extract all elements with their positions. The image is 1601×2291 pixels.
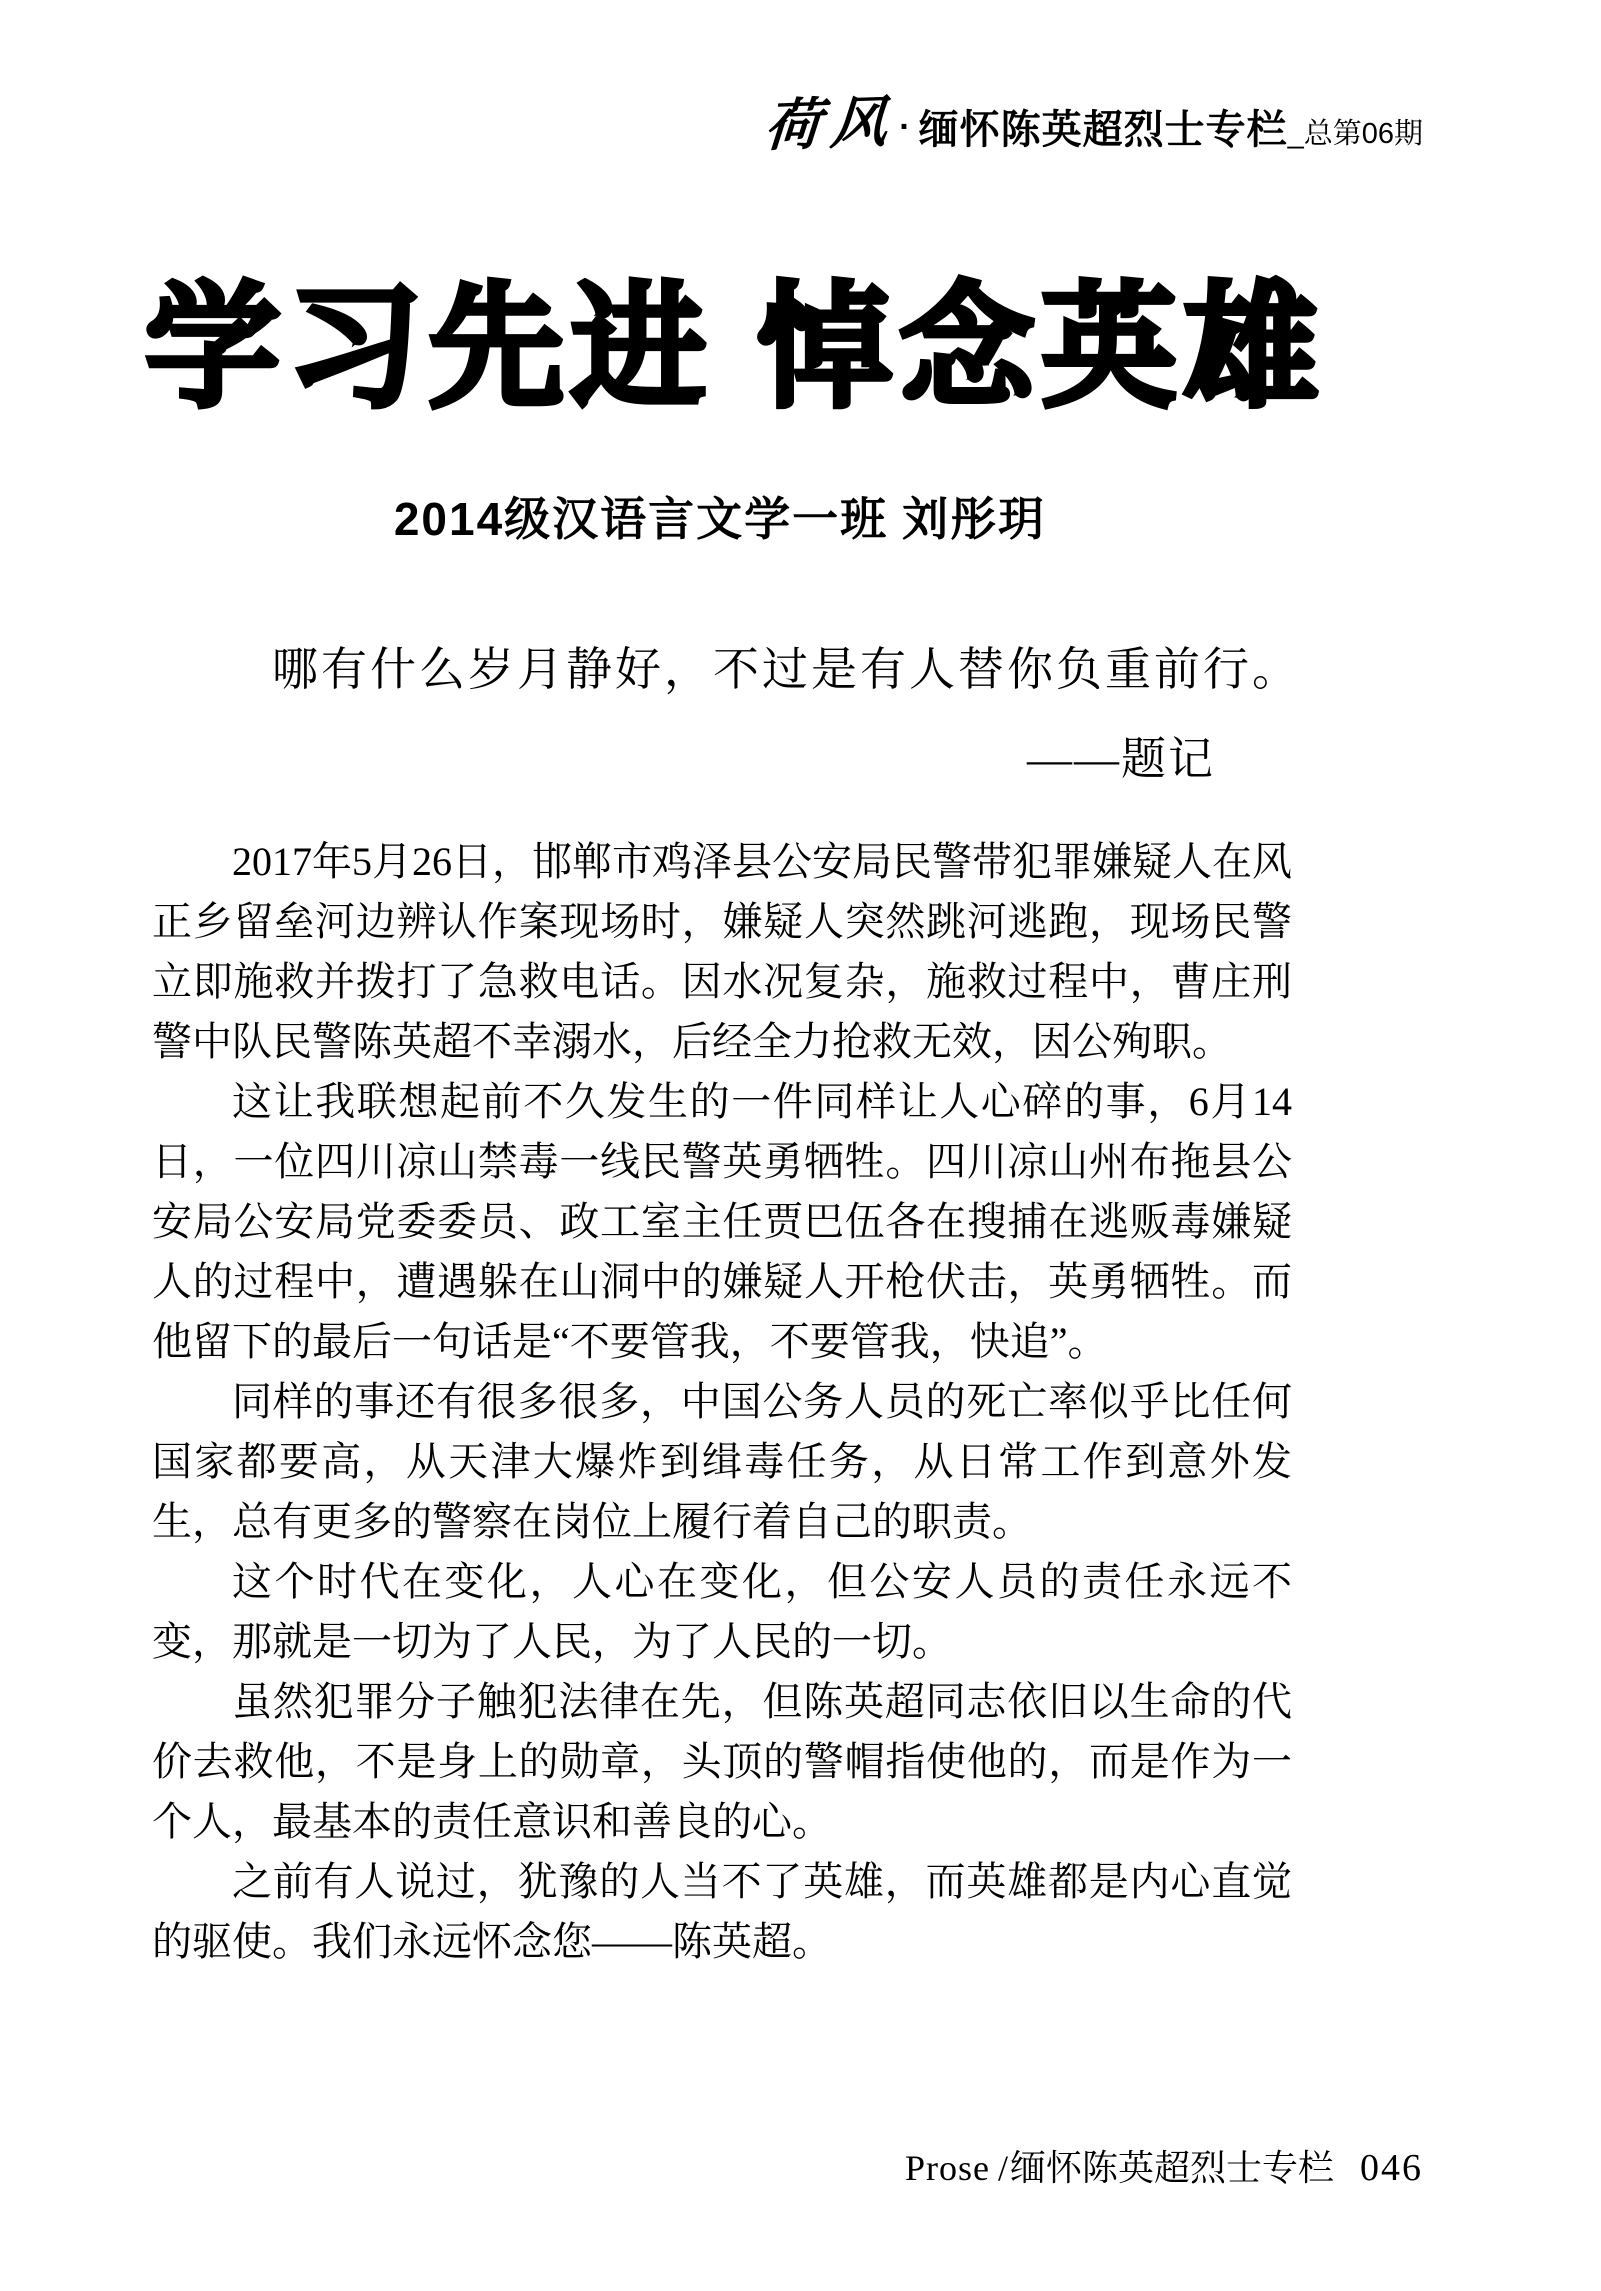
magazine-logo: 荷风 xyxy=(762,88,900,160)
header-column-title: 缅怀陈英超烈士专栏 xyxy=(918,108,1288,152)
epigraph-attribution: ——题记 xyxy=(1026,734,1215,784)
paragraph-2: 这让我联想起前不久发生的一件同样让人心碎的事，6月14日，一位四川凉山禁毒一线民警英勇牺牲。四川凉山州布拖县公安局公安局党委委员、政工室主任贾巴伍各在搜捕在逃贩毒嫌疑人的过程中，遭遇躲在山洞中的嫌疑人开枪伏击，英勇牺牲。而他留下的最后一句话是“不要管我，不要管我，快追”。 xyxy=(152,1079,1292,1364)
epigraph-quote: 哪有什么岁月静好，不过是有人替你负重前行。 xyxy=(272,644,1301,695)
paragraph-4: 这个时代在变化，人心在变化，但公安人员的责任永远不变，那就是一切为了人民，为了人民的一切。 xyxy=(152,1559,1292,1664)
article-title: 学习先进 悼念英雄 xyxy=(145,272,1326,423)
paragraph-1: 2017年5月26日，邯郸市鸡泽县公安局民警带犯罪嫌疑人在风正乡留垒河边辨认作案现场时，嫌疑人突然跳河逃跑，现场民警立即施救并拨打了急救电话。因水况复杂，施救过程中，曹庄刑警中队民警陈英超不幸溺水，后经全力抢救无效，因公殉职。 xyxy=(152,839,1292,1064)
footer-genre-label: Prose xyxy=(904,2148,990,2188)
paragraph-5: 虽然犯罪分子触犯法律在先，但陈英超同志依旧以生命的代价去救他，不是身上的勋章，头顶的警帽指使他的，而是作为一个人，最基本的责任意识和善良的心。 xyxy=(152,1679,1292,1844)
byline-author: 刘彤玥 xyxy=(902,493,1047,545)
article-body xyxy=(152,832,1292,1972)
footer-separator: / xyxy=(997,2148,1008,2188)
footer-column-title: 缅怀陈英超烈士专栏 xyxy=(1009,2148,1334,2188)
page-number: 046 xyxy=(1360,2147,1423,2189)
header-separator-dot: · xyxy=(899,108,911,146)
header-issue-number: _总第06期 xyxy=(1287,118,1423,150)
article-byline xyxy=(150,492,1290,547)
page-footer xyxy=(905,2146,1423,2192)
paragraph-6: 之前有人说过，犹豫的人当不了英雄，而英雄都是内心直觉的驱使。我们永远怀念您——陈英超。 xyxy=(152,1859,1292,1964)
byline-class: 2014级汉语言文学一班 xyxy=(393,493,889,545)
paragraph-3: 同样的事还有很多很多，中国公务人员的死亡率似乎比任何国家都要高，从天津大爆炸到缉毒任务，从日常工作到意外发生，总有更多的警察在岗位上履行着自己的职责。 xyxy=(152,1379,1292,1544)
page-header xyxy=(762,88,1423,160)
